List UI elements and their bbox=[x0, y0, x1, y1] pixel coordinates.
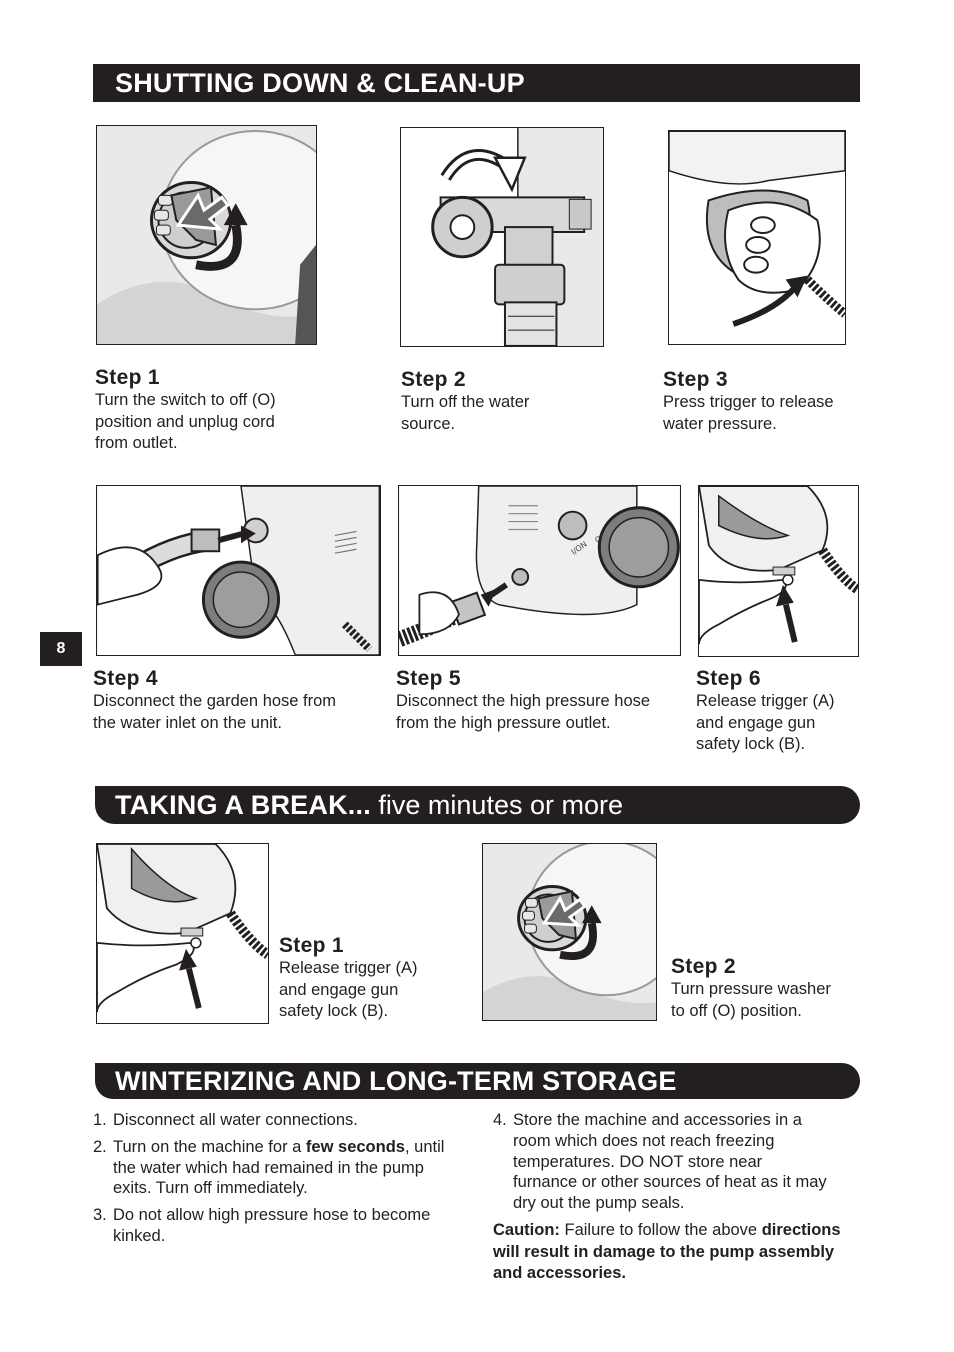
figure-trigger-safety-lock bbox=[698, 485, 859, 657]
step-title: Step 6 bbox=[696, 667, 761, 690]
figure-garden-hose-disconnect bbox=[96, 485, 381, 656]
step-text: Release trigger (A) and engage gun safety lock (B). bbox=[696, 692, 835, 753]
caution-label: Caution: bbox=[493, 1221, 560, 1239]
figure-press-trigger bbox=[668, 130, 846, 345]
page-number: 8 bbox=[40, 632, 82, 666]
section-title: SHUTTING DOWN & CLEAN-UP bbox=[115, 68, 525, 98]
figure-water-valve bbox=[400, 127, 604, 347]
step-text: Turn the switch to off (O) position and unplug cord from outlet. bbox=[95, 391, 276, 452]
figure-high-pressure-hose-disconnect bbox=[398, 485, 681, 656]
step-title: Step 1 bbox=[95, 366, 160, 389]
section-title: TAKING A BREAK... bbox=[115, 790, 371, 820]
section-header-break bbox=[95, 786, 860, 824]
step-title: Step 3 bbox=[663, 368, 728, 391]
list-item: 3. Do not allow high pressure hose to become kinked. bbox=[93, 1206, 431, 1245]
figure-switch-off bbox=[482, 843, 657, 1021]
step-title: Step 2 bbox=[401, 368, 466, 391]
step-text: Disconnect the high pressure hose from the high pressure outlet. bbox=[396, 692, 651, 732]
step-text: Turn pressure washer to off (O) position. bbox=[671, 980, 831, 1020]
list-item: 1. Disconnect all water connections. bbox=[93, 1111, 358, 1129]
list-item: 2. Turn on the machine for a few seconds, until the water which had remained in the pump exits. Turn off immediately. bbox=[93, 1137, 445, 1198]
winterizing-list-left bbox=[93, 1110, 453, 1253]
caution-note: Caution: Failure to follow the above directions will result in damage to the pump assembly and accessories. bbox=[493, 1221, 841, 1282]
section-subtitle: five minutes or more bbox=[370, 790, 623, 820]
winterizing-list-right bbox=[493, 1110, 828, 1220]
section-header-shutdown bbox=[93, 64, 860, 102]
on-label: I/ON bbox=[569, 539, 589, 557]
step-text: Release trigger (A) and engage gun safety lock (B). bbox=[279, 959, 418, 1020]
step-text: Turn off the water source. bbox=[401, 393, 530, 433]
step-text: Disconnect the garden hose from the water inlet on the unit. bbox=[93, 692, 337, 732]
step-title: Step 2 bbox=[671, 955, 736, 978]
step-text: Press trigger to release water pressure. bbox=[663, 393, 834, 433]
figure-switch-off bbox=[96, 125, 317, 345]
section-title: WINTERIZING AND LONG-TERM STORAGE bbox=[115, 1066, 677, 1096]
figure-trigger-safety-lock bbox=[96, 843, 269, 1024]
step-title: Step 4 bbox=[93, 667, 158, 690]
step-title: Step 5 bbox=[396, 667, 461, 690]
list-item: 4. Store the machine and accessories in a room which does not reach freezing temperatures. DO NOT store near furnance or other sources of heat as it may dry out the pump seals. bbox=[493, 1111, 827, 1213]
section-header-winterizing bbox=[95, 1063, 860, 1099]
step-title: Step 1 bbox=[279, 934, 344, 957]
